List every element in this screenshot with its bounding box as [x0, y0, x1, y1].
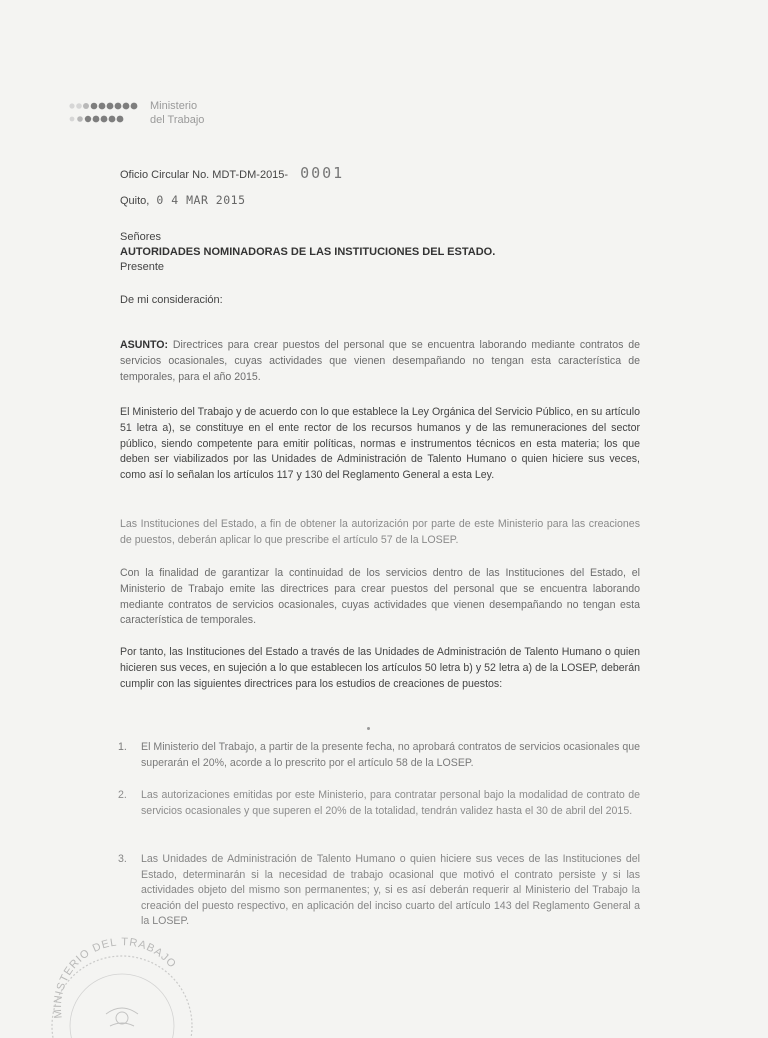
subject-label: ASUNTO: [120, 339, 169, 351]
directive-number: 1. [118, 741, 127, 753]
seal-text: MINISTERIO DEL TRABAJO [51, 936, 179, 1019]
city: Quito, [120, 195, 150, 207]
recipient-block [120, 230, 640, 275]
directive-text: El Ministerio del Trabajo, a partir de la presente fecha, no aprobará contratos de servicios ocasionales que superarán el 20%, acorde a lo prescrito por el artículo 58 de la LOSEP. [141, 741, 640, 769]
directive-text: Las Unidades de Administración de Talento Humano o quien hiciere sus veces de las Instituciones del Estado, determinarán si la necesidad de trabajo ocasional que motivó el contrato persiste y si las actividades objeto del mismo son permanentes; y, si es así deberán requerir al Ministerio del Trabajo la creación del puesto respectivo, en aplicación del inciso cuarto del artículo 143 del Reglamento General a la LOSEP. [141, 853, 640, 928]
subject-text: Directrices para crear puestos del personal que se encuentra laborando mediante contratos de servicios ocasionales, cuyas actividades que vienen desempañando no tengan esta característica de temporales, para el año 2015. [120, 339, 640, 383]
body-paragraph: El Ministerio del Trabajo y de acuerdo con lo que establece la Ley Orgánica del Servicio Público, en su artículo 51 letra a), se constituye en el ente rector de los recursos humanos y de las remuneraciones del sector público, siendo competente para emitir políticas, normas e instrumentos técnicos en esta materia; los que deben ser viabilizados por las Unidades de Administración de Talento Humano o quien hiciere sus veces, como así lo señalan los artículos 117 y 130 del Reglamento General a esta Ley. [120, 406, 640, 482]
body-paragraph: Con la finalidad de garantizar la continuidad de los servicios dentro de las Instituciones del Estado, el Ministerio de Trabajo emite las directrices para crear puestos del personal que se encuentra laborando mediante contratos de servicios ocasionales, cuyas actividades que vienen desempañando no tengan esta característica de temporales. [120, 567, 640, 627]
subject-paragraph [120, 338, 640, 385]
ministry-logo-text [150, 99, 204, 127]
directive-item [118, 740, 640, 771]
date-line [120, 193, 640, 210]
oficio-number: 0001 [300, 164, 345, 182]
directive-number: 3. [118, 853, 127, 865]
salutation: De mi consideración: [120, 294, 223, 306]
directive-number: 2. [118, 789, 127, 801]
ministry-seal-stamp [40, 918, 200, 1038]
oficio-label: Oficio Circular No. MDT-DM-2015- [120, 169, 289, 181]
svg-text:MINISTERIO DEL TRABAJO [52, 936, 179, 1019]
logo-line-1: Ministerio [150, 100, 198, 112]
recipient-greeting: Señores [120, 231, 161, 243]
logo-line-2: del Trabajo [150, 114, 205, 126]
body-paragraph: Por tanto, las Instituciones del Estado a través de las Unidades de Administración de Talento Humano o quien hicieren sus veces, en sujeción a lo que establecen los artículos 50 letra b) y 52 letra a) de la LOSEP, deberán cumplir con las siguientes directrices para los estudios de creaciones de puestos: [120, 646, 640, 690]
directive-text: Las autorizaciones emitidas por este Ministerio, para contratar personal bajo la modalidad de contrato de servicios ocasionales y que superen el 20% de la totalidad, tendrán validez hasta el 30 de abril del 2015. [141, 789, 640, 817]
stray-mark [367, 727, 370, 730]
directive-item [118, 788, 640, 819]
body-paragraph: Las Instituciones del Estado, a fin de obtener la autorización por parte de este Ministerio para las creaciones de puestos, deberán aplicar lo que prescribe el artículo 57 de la LOSEP. [120, 518, 640, 546]
ministry-logo-dots [68, 100, 158, 128]
recipient-presente: Presente [120, 261, 165, 273]
oficio-reference [120, 166, 640, 184]
recipient-title: AUTORIDADES NOMINADORAS DE LAS INSTITUCIONES DEL ESTADO. [120, 246, 496, 258]
date-stamp: 0 4 MAR 2015 [156, 193, 246, 207]
